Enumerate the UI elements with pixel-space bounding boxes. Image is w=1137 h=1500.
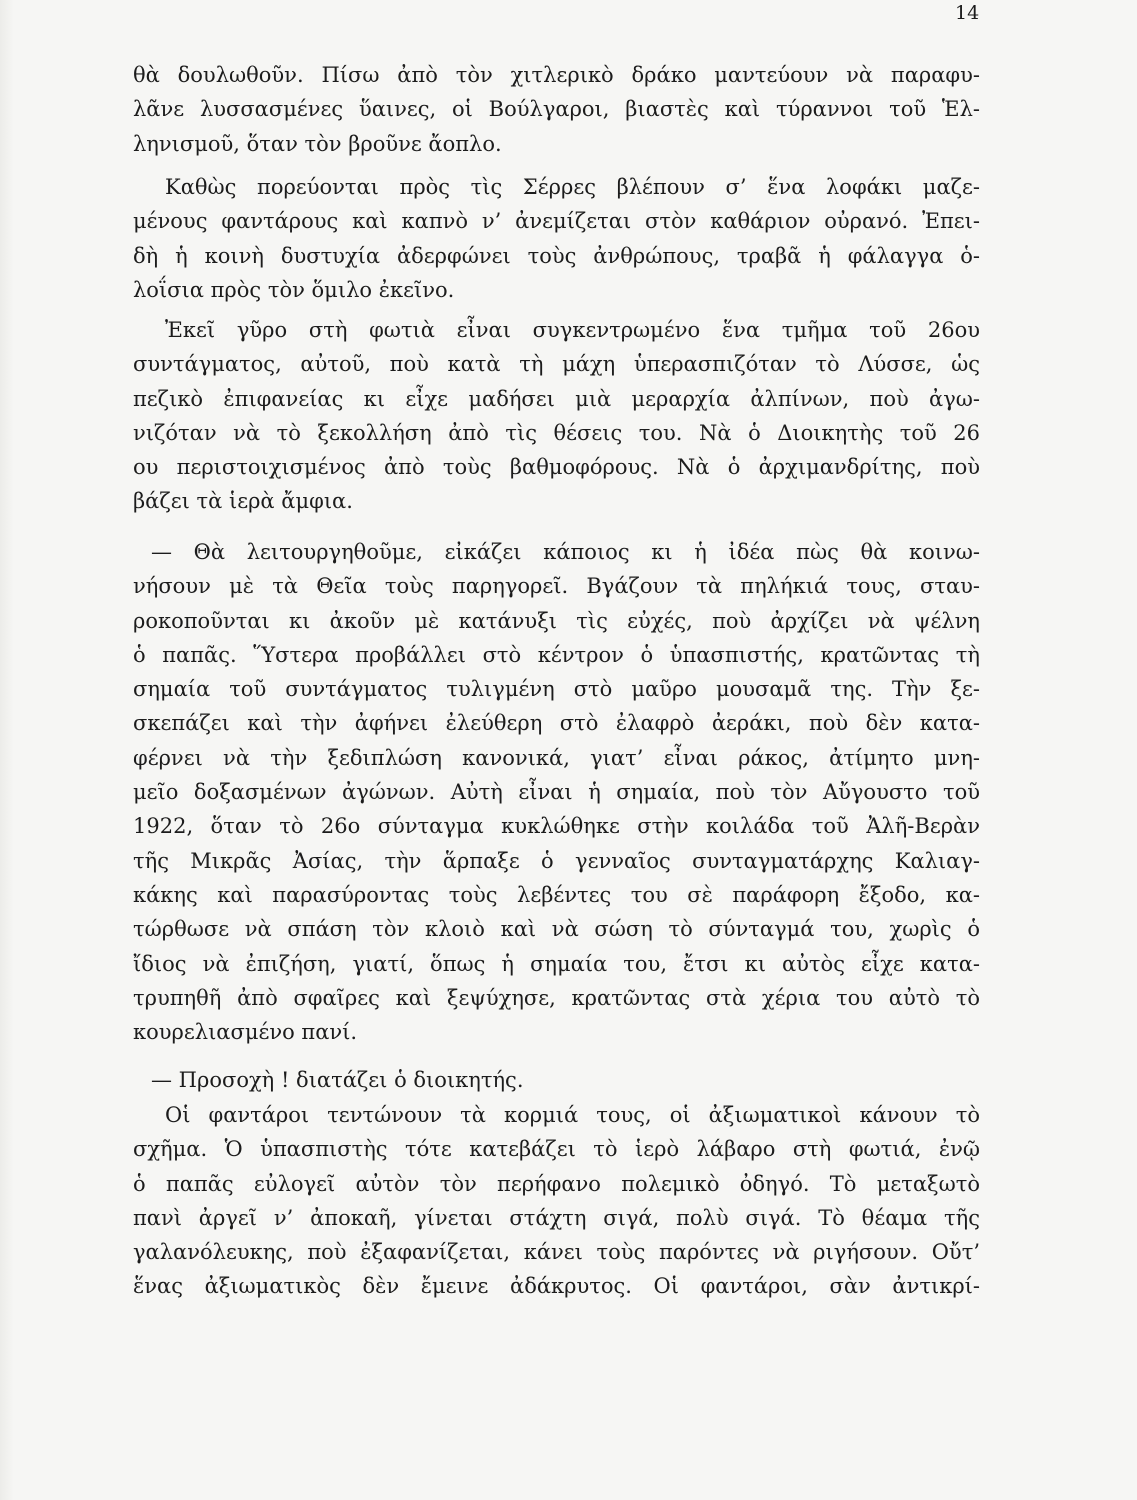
text-line: συντάγματος, αὐτοῦ, ποὺ κατὰ τὴ μάχη ὑπερασπιζόταν τὸ Λύσσε, ὡς: [133, 352, 980, 377]
text-line: νήσουν μὲ τὰ Θεῖα τοὺς παρηγορεῖ. Βγάζουν τὰ πηλήκιά τους, σταυ-: [133, 574, 980, 599]
text-line: ου περιστοιχισμένος ἀπὸ τοὺς βαθμοφόρους. Νὰ ὁ ἀρχιμανδρίτης, ποὺ: [133, 455, 980, 480]
text-line: Ἐκεῖ γῦρο στὴ φωτιὰ εἶναι συγκεντρωμένο ἕνα τμῆμα τοῦ 26ου: [165, 318, 980, 342]
text-line: φέρνει νὰ τὴν ξεδιπλώση κανονικά, γιατ’ εἶναι ράκος, ἀτίμητο μνη-: [133, 745, 980, 770]
text-line: σημαία τοῦ συντάγματος τυλιγμένη στὸ μαῦρο μουσαμᾶ της. Τὴν ξε-: [133, 677, 980, 702]
text-line: κουρελιασμένο πανί.: [133, 1020, 358, 1045]
text-line: 1922, ὅταν τὸ 26ο σύνταγμα κυκλώθηκε στὴν κοιλάδα τοῦ Ἀλῆ-Βερὰν: [133, 814, 980, 839]
text-line: τώρθωσε νὰ σπάση τὸν κλοιὸ καὶ νὰ σώση τὸ σύνταγμά του, χωρὶς ὁ: [133, 917, 980, 942]
text-line: ἕνας ἀξιωματικὸς δὲν ἔμεινε ἀδάκρυτος. Οἱ φαντάροι, σὰν ἀντικρί-: [133, 1274, 980, 1299]
text-line: σκεπάζει καὶ τὴν ἀφήνει ἐλεύθερη στὸ ἐλαφρὸ ἀεράκι, ποὺ δὲν κατα-: [133, 711, 980, 736]
page-edge-shadow: [0, 0, 14, 1500]
text-line: γαλανόλευκης, ποὺ ἐξαφανίζεται, κάνει τοὺς παρόντες νὰ ριγήσουν. Οὔτ’: [133, 1240, 980, 1265]
text-line: νιζόταν νὰ τὸ ξεκολλήση ἀπὸ τὶς θέσεις του. Νὰ ὁ Διοικητὴς τοῦ 26: [133, 420, 980, 445]
text-line: ὁ παπᾶς εὐλογεῖ αὐτὸν τὸν περήφανο πολεμικὸ ὀδηγό. Τὸ μεταξωτὸ: [133, 1171, 980, 1196]
text-line: μεῖο δοξασμένων ἀγώνων. Αὐτὴ εἶναι ἡ σημαία, ποὺ τὸν Αὔγουστο τοῦ: [133, 780, 980, 805]
paragraph-dialogue: [133, 535, 980, 1049]
text-line: θὰ δουλωθοῦν. Πίσω ἀπὸ τὸν χιτλερικὸ δράκο μαντεύουν νὰ παραφυ-: [133, 63, 980, 87]
text-line: βάζει τὰ ἱερὰ ἄμφια.: [133, 489, 353, 514]
text-line: — Θὰ λειτουργηθοῦμε, εἰκάζει κάποιος κι ἡ ἰδέα πὼς θὰ κοινω-: [151, 540, 980, 564]
paragraph: [133, 58, 980, 161]
paragraph-dialogue: [133, 1063, 980, 1097]
page-number: 14: [955, 2, 980, 24]
paragraph: [133, 1098, 980, 1304]
text-line: κάκης καὶ παρασύροντας τοὺς λεβέντες του σὲ παράφορη ἔξοδο, κα-: [133, 882, 980, 907]
text-line: πεζικὸ ἐπιφανείας κι εἶχε μαδήσει μιὰ μεραρχία ἀλπίνων, ποὺ ἀγω-: [133, 386, 980, 411]
text-line: ἴδιος νὰ ἐπιζήση, γιατί, ὅπως ἡ σημαία του, ἔτσι κι αὐτὸς εἶχε κατα-: [133, 951, 980, 976]
text-line: ὁ παπᾶς. Ὕστερα προβάλλει στὸ κέντρον ὁ ὑπασπιστής, κρατῶντας τὴ: [133, 642, 980, 667]
paragraph: [133, 170, 980, 307]
text-line: ροκοποῦνται κι ἀκοῦν μὲ κατάνυξι τὶς εὐχές, ποὺ ἀρχίζει νὰ ψέλνη: [133, 608, 980, 633]
text-line: πανὶ ἀργεῖ ν’ ἀποκαῆ, γίνεται στάχτη σιγά, πολὺ σιγά. Τὸ θέαμα τῆς: [133, 1205, 980, 1230]
text-line: Καθὼς πορεύονται πρὸς τὶς Σέρρες βλέπουν σ’ ἕνα λοφάκι μαζε-: [165, 175, 980, 199]
text-line: λοΐσια πρὸς τὸν ὅμιλο ἐκεῖνο.: [133, 277, 455, 302]
paragraph: [133, 313, 980, 519]
text-line: δὴ ἡ κοινὴ δυστυχία ἀδερφώνει τοὺς ἀνθρώπους, τραβᾶ ἡ φάλαγγα ὁ-: [133, 243, 980, 268]
text-line: Οἱ φαντάροι τεντώνουν τὰ κορμιά τους, οἱ ἀξιωματικοὶ κάνουν τὸ: [165, 1103, 980, 1127]
text-line: τῆς Μικρᾶς Ἀσίας, τὴν ἅρπαξε ὁ γενναῖος συνταγματάρχης Καλιαγ-: [133, 848, 980, 873]
text-line: ληνισμοῦ, ὅταν τὸν βροῦνε ἄοπλο.: [133, 131, 502, 156]
text-line: λᾶνε λυσσασμένες ὕαινες, οἱ Βούλγαροι, βιαστὲς καὶ τύραννοι τοῦ Ἑλ-: [133, 97, 980, 122]
text-line: τρυπηθῆ ἀπὸ σφαῖρες καὶ ξεψύχησε, κρατῶντας στὰ χέρια του αὐτὸ τὸ: [133, 985, 980, 1010]
text-line: μένους φαντάρους καὶ καπνὸ ν’ ἀνεμίζεται στὸν καθάριον οὐρανό. Ἐπει-: [133, 209, 980, 234]
text-line: σχῆμα. Ὁ ὑπασπιστὴς τότε κατεβάζει τὸ ἱερὸ λάβαρο στὴ φωτιά, ἐνῷ: [133, 1137, 980, 1162]
text-line: — Προσοχὴ ! διατάζει ὁ διοικητής.: [151, 1068, 524, 1092]
